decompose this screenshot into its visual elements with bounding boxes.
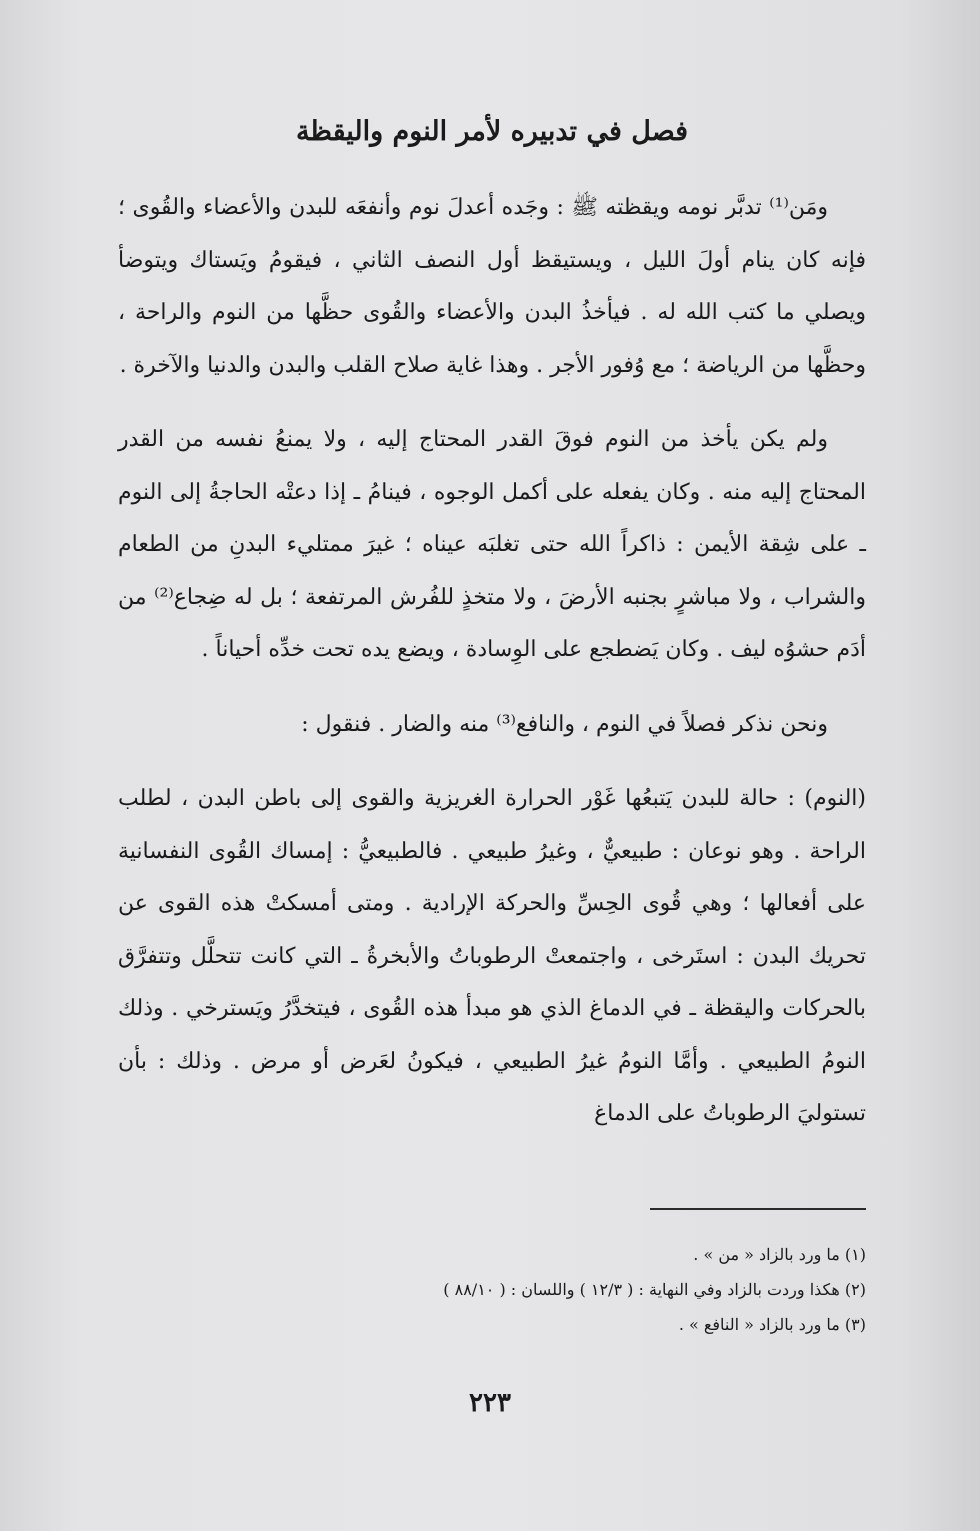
page-number: ٢٢٣ — [469, 1388, 511, 1418]
paragraph-1: ومَن⁽¹⁾ تدبَّر نومه ويقظته ﷺ : وجَده أعدلَ نوم وأنفعَه للبدن والأعضاء والقُوى ؛ فإنه كان ينام أولَ الليل ، ويستيقظ أول النصف الثاني ، فيقومُ ويَستاك ويتوضأ ويصلي ما كتب الله له . فيأخذُ البدن والأعضاء والقُوى حظَّها من النوم والراحة ، وحظَّها من الرياضة ؛ مع وُفور الأجر . وهذا غاية صلاح القلب والبدن والدنيا والآخرة . — [118, 195, 866, 378]
footnote-divider — [650, 1208, 866, 1210]
footnote-3: (٣) ما ورد بالزاد « النافع » . — [678, 1315, 866, 1334]
page-body — [118, 110, 866, 1163]
footnotes — [118, 1237, 866, 1342]
footnote-2: (٢) هكذا وردت بالزاد وفي النهاية : ( ١٢/٣ ) واللسان : ( ٨٨/١٠ ) — [443, 1280, 866, 1299]
chapter-title: فصل في تدبيره لأمر النوم واليقظة — [295, 116, 689, 147]
paragraph-4: (النوم) : حالة للبدن يَتبعُها غَوْر الحرارة الغريزية والقوى إلى باطن البدن ، لطلب الراحة . وهو نوعان : طبيعيٌّ ، وغيرُ طبيعي . فالطبيعيُّ : إمساك القُوى النفسانية على أفعالها ؛ وهي قُوى الحِسِّ والحركة الإرادية . ومتى أمسكتْ هذه القوى عن تحريك البدن : استَرخى ، واجتمعتْ الرطوباتُ والأبخرةُ ـ التي كانت تتحلَّل وتتفرَّق بالحركات واليقظة ـ في الدماغ الذي هو مبدأ هذه القُوى ، فيتخدَّرُ ويَسترخي . وذلك النومُ الطبيعي . وأمَّا النومُ غيرُ الطبيعي ، فيكونُ لعَرض أو مرض . وذلك : بأن تستوليَ الرطوباتُ على الدماغ — [118, 786, 866, 1126]
footnote-1: (١) ما ورد بالزاد « من » . — [693, 1245, 866, 1264]
paragraph-3: ونحن نذكر فصلاً في النوم ، والنافع⁽³⁾ منه والضار . فنقول : — [301, 711, 828, 737]
paragraph-2: ولم يكن يأخذ من النوم فوقَ القدر المحتاج إليه ، ولا يمنعُ نفسه من القدر المحتاج إليه منه . وكان يفعله على أكمل الوجوه ، فينامُ ـ إذا دعتْه الحاجةُ إلى النوم ـ على شِقة الأيمن : ذاكراً الله حتى تغلبَه عيناه ؛ غيرَ ممتليء البدنِ من الطعام والشراب ، ولا مباشرٍ بجنبه الأرضَ ، ولا متخذٍ للفُرش المرتفعة ؛ بل له ضِجاع⁽²⁾ من أدَم حشوُه ليف . وكان يَضطجع على الوِسادة ، ويضع يده تحت خدِّه أحياناً . — [118, 427, 866, 662]
